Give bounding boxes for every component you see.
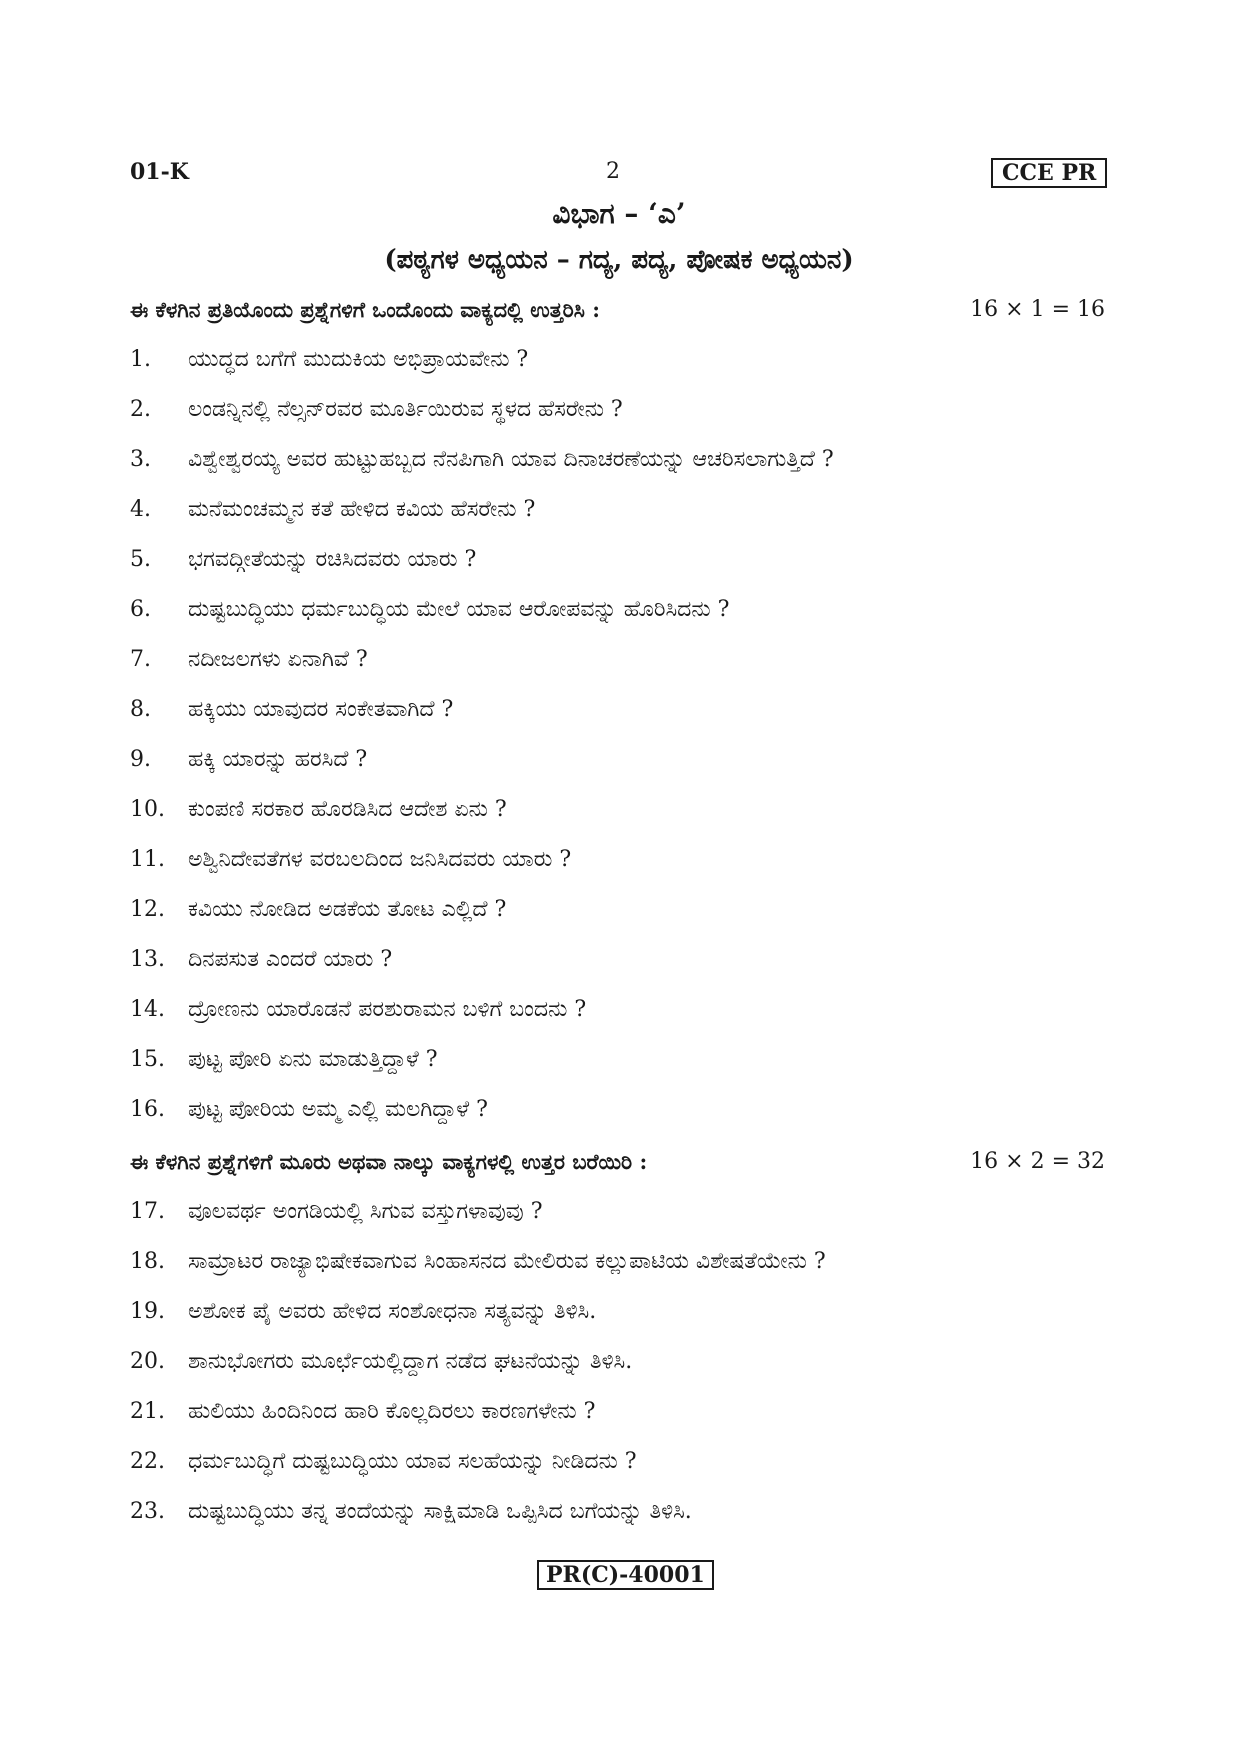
- part1-instruction: ಈ ಕೆಳಗಿನ ಪ್ರತಿಯೊಂದು ಪ್ರಶ್ನೆಗಳಿಗೆ ಒಂದೊಂದು ವಾಕ್ಯದಲ್ಲಿ ಉತ್ತರಿಸಿ :: [130, 297, 600, 322]
- question-text: ಪುಟ್ಟ ಪೋರಿ ಏನು ಮಾಡುತ್ತಿದ್ದಾಳೆ ?: [188, 1047, 438, 1072]
- question-item: [130, 1499, 1105, 1539]
- question-item: [130, 747, 1105, 787]
- section-title: ವಿಭಾಗ – ‘ಎ’: [552, 197, 686, 230]
- question-item: [130, 597, 1105, 637]
- part1-instruction-row: [130, 297, 1105, 329]
- question-text: ದಿನಪಸುತ ಎಂದರೆ ಯಾರು ?: [188, 947, 393, 972]
- question-text: ಹಕ್ಕಿ ಯಾರನ್ನು ಹರಸಿದೆ ?: [188, 747, 368, 772]
- question-number: 9.: [130, 747, 151, 772]
- part2-instruction-row: [130, 1149, 1105, 1181]
- question-item: [130, 647, 1105, 687]
- question-number: 2.: [130, 397, 151, 422]
- question-number: 3.: [130, 447, 151, 472]
- question-item: [130, 1199, 1105, 1239]
- footer-code: PR(C)-40001: [537, 1560, 714, 1590]
- question-number: 23.: [130, 1499, 165, 1524]
- question-number: 4.: [130, 497, 151, 522]
- question-item: [130, 1349, 1105, 1389]
- question-text: ಹಕ್ಕಿಯು ಯಾವುದರ ಸಂಕೇತವಾಗಿದೆ ?: [188, 697, 454, 722]
- question-item: [130, 697, 1105, 737]
- question-number: 19.: [130, 1299, 165, 1324]
- question-number: 10.: [130, 797, 165, 822]
- question-number: 15.: [130, 1047, 165, 1072]
- question-text: ದುಷ್ಟಬುದ್ಧಿಯು ಧರ್ಮಬುದ್ಧಿಯ ಮೇಲೆ ಯಾವ ಆರೋಪವನ್ನು ಹೊರಿಸಿದನು ?: [188, 597, 730, 622]
- question-text: ಸಾಮ್ರಾಟರ ರಾಜ್ಯಾಭಿಷೇಕವಾಗುವ ಸಿಂಹಾಸನದ ಮೇಲಿರುವ ಕಲ್ಲುಪಾಟಿಯ ವಿಶೇಷತೆಯೇನು ?: [188, 1249, 826, 1274]
- question-text: ಕುಂಪಣಿ ಸರಕಾರ ಹೊರಡಿಸಿದ ಆದೇಶ ಏನು ?: [188, 797, 507, 822]
- page-number: 2: [606, 159, 620, 184]
- question-number: 7.: [130, 647, 151, 672]
- header-code: 01-K: [130, 159, 189, 185]
- section-subtitle: (ಪಠ್ಯಗಳ ಅಧ್ಯಯನ – ಗದ್ಯ, ಪದ್ಯ, ಪೋಷಕ ಅಧ್ಯಯನ): [384, 245, 854, 275]
- question-number: 20.: [130, 1349, 165, 1374]
- question-text: ಪುಟ್ಟ ಪೋರಿಯ ಅಮ್ಮ ಎಲ್ಲಿ ಮಲಗಿದ್ದಾಳೆ ?: [188, 1097, 488, 1122]
- question-item: [130, 997, 1105, 1037]
- question-item: [130, 797, 1105, 837]
- question-number: 1.: [130, 347, 151, 372]
- question-text: ಶಾನುಭೋಗರು ಮೂರ್ಛೆಯಲ್ಲಿದ್ದಾಗ ನಡೆದ ಘಟನೆಯನ್ನು ತಿಳಿಸಿ.: [188, 1349, 633, 1374]
- question-item: [130, 397, 1105, 437]
- question-number: 8.: [130, 697, 151, 722]
- question-text: ದ್ರೋಣನು ಯಾರೊಡನೆ ಪರಶುರಾಮನ ಬಳಿಗೆ ಬಂದನು ?: [188, 997, 587, 1022]
- question-number: 17.: [130, 1199, 165, 1224]
- part2-instruction: ಈ ಕೆಳಗಿನ ಪ್ರಶ್ನೆಗಳಿಗೆ ಮೂರು ಅಥವಾ ನಾಲ್ಕು ವಾಕ್ಯಗಳಲ್ಲಿ ಉತ್ತರ ಬರೆಯಿರಿ :: [130, 1149, 648, 1174]
- question-number: 6.: [130, 597, 151, 622]
- question-text: ಭಗವದ್ಗೀತೆಯನ್ನು ರಚಿಸಿದವರು ಯಾರು ?: [188, 547, 477, 572]
- question-item: [130, 1249, 1105, 1289]
- question-item: [130, 897, 1105, 937]
- part2-marks: 16 × 2 = 32: [970, 1149, 1105, 1174]
- question-number: 18.: [130, 1249, 165, 1274]
- question-item: [130, 347, 1105, 387]
- question-number: 22.: [130, 1449, 165, 1474]
- question-text: ವೂಲವರ್ಥ ಅಂಗಡಿಯಲ್ಲಿ ಸಿಗುವ ವಸ್ತುಗಳಾವುವು ?: [188, 1199, 543, 1224]
- question-number: 16.: [130, 1097, 165, 1122]
- question-number: 11.: [130, 847, 165, 872]
- question-text: ಅಶ್ವಿನಿದೇವತೆಗಳ ವರಬಲದಿಂದ ಜನಿಸಿದವರು ಯಾರು ?: [188, 847, 572, 872]
- question-item: [130, 497, 1105, 537]
- question-item: [130, 547, 1105, 587]
- question-text: ಅಶೋಕ ಪೈ ಅವರು ಹೇಳಿದ ಸಂಶೋಧನಾ ಸತ್ಯವನ್ನು ತಿಳಿಸಿ.: [188, 1299, 597, 1324]
- question-item: [130, 1399, 1105, 1439]
- header-tag: CCE PR: [991, 158, 1107, 188]
- question-number: 13.: [130, 947, 165, 972]
- question-number: 21.: [130, 1399, 165, 1424]
- question-item: [130, 1449, 1105, 1489]
- question-text: ದುಷ್ಟಬುದ್ಧಿಯು ತನ್ನ ತಂದೆಯನ್ನು ಸಾಕ್ಷಿಮಾಡಿ ಒಪ್ಪಿಸಿದ ಬಗೆಯನ್ನು ತಿಳಿಸಿ.: [188, 1499, 692, 1524]
- question-text: ಹುಲಿಯು ಹಿಂದಿನಿಂದ ಹಾರಿ ಕೊಲ್ಲದಿರಲು ಕಾರಣಗಳೇನು ?: [188, 1399, 596, 1424]
- question-number: 14.: [130, 997, 165, 1022]
- question-item: [130, 947, 1105, 987]
- question-text: ಯುದ್ಧದ ಬಗೆಗೆ ಮುದುಕಿಯ ಅಭಿಪ್ರಾಯವೇನು ?: [188, 347, 529, 372]
- question-item: [130, 1047, 1105, 1087]
- question-text: ಕವಿಯು ನೋಡಿದ ಅಡಕೆಯ ತೋಟ ಎಲ್ಲಿದೆ ?: [188, 897, 507, 922]
- question-item: [130, 1299, 1105, 1339]
- question-text: ಮನೆಮಂಚಮ್ಮನ ಕತೆ ಹೇಳಿದ ಕವಿಯ ಹೆಸರೇನು ?: [188, 497, 536, 522]
- question-item: [130, 1097, 1105, 1137]
- question-number: 12.: [130, 897, 165, 922]
- question-number: 5.: [130, 547, 151, 572]
- question-text: ವಿಶ್ವೇಶ್ವರಯ್ಯ ಅವರ ಹುಟ್ಟುಹಬ್ಬದ ನೆನಪಿಗಾಗಿ ಯಾವ ದಿನಾಚರಣೆಯನ್ನು ಆಚರಿಸಲಾಗುತ್ತಿದೆ ?: [188, 447, 834, 472]
- question-item: [130, 847, 1105, 887]
- question-item: [130, 447, 1105, 487]
- part1-marks: 16 × 1 = 16: [970, 297, 1105, 322]
- question-text: ನದೀಜಲಗಳು ಏನಾಗಿವೆ ?: [188, 647, 368, 672]
- question-text: ಲಂಡನ್ನಿನಲ್ಲಿ ನೆಲ್ಸನ್‌ರವರ ಮೂರ್ತಿಯಿರುವ ಸ್ಥಳದ ಹೆಸರೇನು ?: [188, 397, 623, 422]
- question-text: ಧರ್ಮಬುದ್ಧಿಗೆ ದುಷ್ಟಬುದ್ಧಿಯು ಯಾವ ಸಲಹೆಯನ್ನು ನೀಡಿದನು ?: [188, 1449, 637, 1474]
